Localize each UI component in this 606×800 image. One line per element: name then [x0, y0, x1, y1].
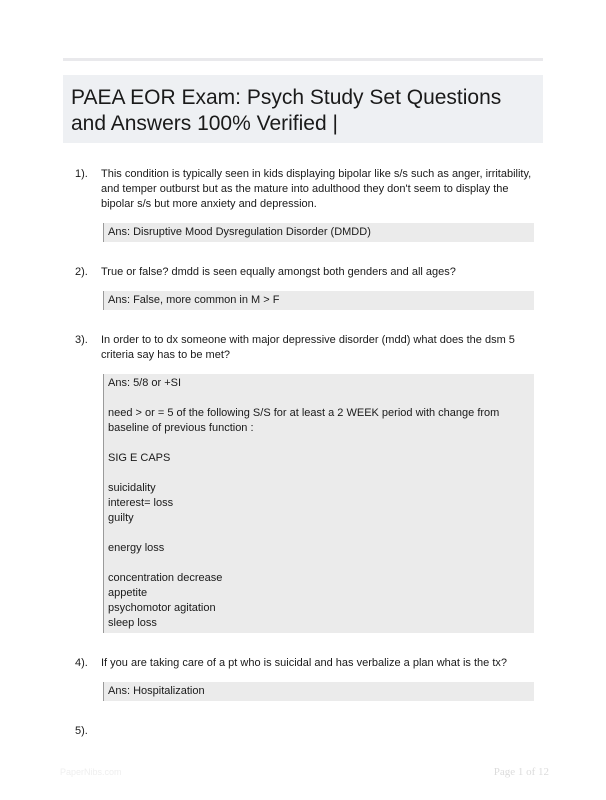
answer-line: suicidality [108, 482, 156, 494]
page-title: PAEA EOR Exam: Psych Study Set Questions and Answers 100% Verified | [71, 86, 502, 135]
answer-line: SIG E CAPS [108, 452, 171, 464]
answer-line: sleep loss [108, 617, 157, 629]
question-text: True or false? dmdd is seen equally amongst both genders and all ages? [101, 266, 456, 278]
answer-text: Ans: Disruptive Mood Dysregulation Disorder (DMDD) [108, 226, 371, 238]
answer-box [103, 291, 534, 310]
answer-line: interest= loss [108, 497, 174, 509]
answer-line: concentration decrease [108, 572, 223, 584]
question-number: 1). [75, 168, 88, 180]
question-number: 4). [75, 657, 88, 669]
question-text: In order to to dx someone with major depressive disorder (mdd) what does the dsm 5 criteria say has to be met? [101, 334, 515, 361]
question-number: 3). [75, 334, 88, 346]
question-number: 2). [75, 266, 88, 278]
title-banner [63, 75, 543, 143]
answer-box [103, 682, 534, 701]
answer-line: energy loss [108, 542, 165, 554]
footer-watermark: PaperNibs.com [60, 767, 122, 777]
answer-line: psychomotor agitation [108, 602, 216, 614]
answer-line: appetite [108, 587, 148, 599]
answer-line: need > or = 5 of the following S/S for at least a 2 WEEK period with change from baseline of previous function : [108, 407, 500, 434]
answer-line: guilty [108, 512, 134, 524]
answer-box [103, 374, 534, 633]
question-text: If you are taking care of a pt who is suicidal and has verbalize a plan what is the tx? [101, 657, 508, 669]
answer-box [103, 223, 534, 242]
top-divider [63, 58, 543, 61]
answer-text: Ans: False, more common in M > F [108, 294, 280, 306]
question-text: This condition is typically seen in kids displaying bipolar like s/s such as anger, irritability, and temper outburst but as the mature into adulthood they don't seem to display the bipolar s/s but more anxiety and depression. [101, 168, 532, 210]
answer-text: Ans: Hospitalization [108, 685, 205, 697]
answer-line: Ans: 5/8 or +SI [108, 377, 182, 389]
question-number: 5). [75, 725, 88, 737]
page-indicator: Page 1 of 12 [493, 766, 549, 778]
